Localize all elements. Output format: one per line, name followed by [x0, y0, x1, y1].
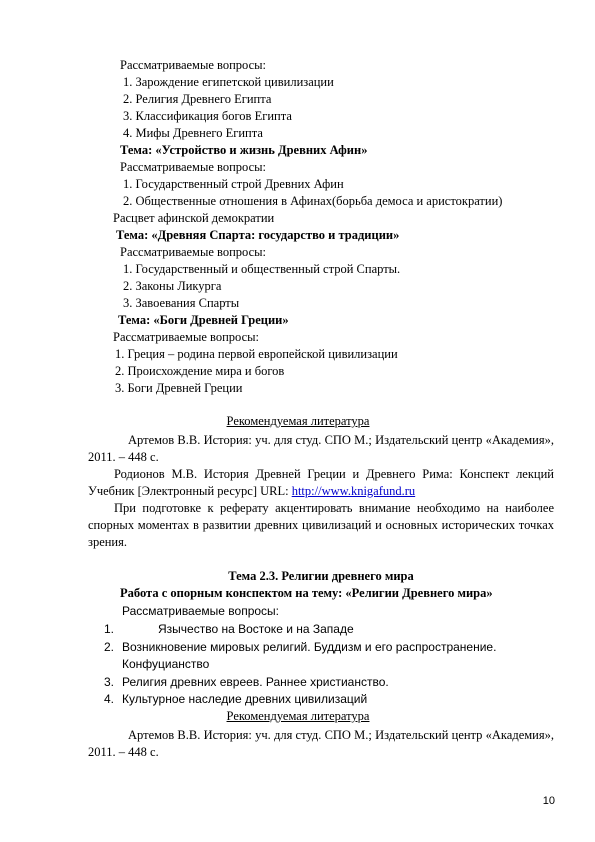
- knigafund-link[interactable]: http://www.knigafund.ru: [291, 484, 416, 498]
- page-number: 10: [542, 795, 555, 807]
- questions-intro: Рассматриваемые вопросы:: [113, 330, 260, 344]
- list-item: 1. Греция – родина первой европейской цивилизации: [115, 347, 398, 361]
- literature-reference: Артемов В.В. История: уч. для студ. СПО М.; Издательский центр «Академия», 2011. – 448 с.: [88, 728, 554, 759]
- questions-intro: Рассматриваемые вопросы:: [120, 58, 267, 72]
- list-item: 3. Классификация богов Египта: [123, 109, 292, 123]
- questions-intro: Рассматриваемые вопросы:: [120, 245, 267, 259]
- list-item: 1. Государственный строй Древних Афин: [123, 177, 344, 191]
- section-subtitle: Работа с опорным конспектом на тему: «Религии Древнего мира»: [120, 586, 493, 600]
- list-item-number: 2.: [104, 640, 115, 654]
- list-item: 1. Государственный и общественный строй Спарты.: [123, 262, 401, 276]
- list-item: Религия древних евреев. Раннее христианство.: [122, 675, 389, 689]
- list-item: 1. Зарождение египетской цивилизации: [123, 75, 334, 89]
- topic-heading: Тема: «Древняя Спарта: государство и традиции»: [116, 228, 400, 242]
- list-item: Культурное наследие древних цивилизаций: [122, 692, 368, 706]
- literature-heading: Рекомендуемая литература: [226, 709, 370, 723]
- list-item: Расцвет афинской демократии: [113, 211, 275, 225]
- list-item-number: 3.: [104, 675, 115, 689]
- literature-reference: [88, 466, 554, 500]
- list-item: 3. Боги Древней Греции: [115, 381, 243, 395]
- preparation-note: При подготовке к реферату акцентировать внимание необходимо на наиболее спорных моментах в развитии древних цивилизаций и основных исторических точках зрения.: [88, 501, 554, 549]
- questions-intro: Рассматриваемые вопросы:: [122, 604, 280, 618]
- literature-heading: Рекомендуемая литература: [226, 414, 370, 428]
- list-item: 4. Мифы Древнего Египта: [123, 126, 263, 140]
- topic-heading: Тема: «Боги Древней Греции»: [118, 313, 289, 327]
- section-title: Тема 2.3. Религии древнего мира: [228, 569, 414, 583]
- list-item: Язычество на Востоке и на Западе: [158, 622, 354, 636]
- list-item-number: 4.: [104, 692, 115, 706]
- list-item: 2. Общественные отношения в Афинах(борьба демоса и аристократии): [123, 194, 503, 208]
- list-item: Возникновение мировых религий. Буддизм и его распространение.: [122, 640, 497, 654]
- list-item-continuation: Конфуцианство: [122, 657, 210, 671]
- list-item: 2. Законы Ликурга: [123, 279, 222, 293]
- questions-intro: Рассматриваемые вопросы:: [120, 160, 267, 174]
- topic-heading: Тема: «Устройство и жизнь Древних Афин»: [120, 143, 368, 157]
- literature-reference: Артемов В.В. История: уч. для студ. СПО М.; Издательский центр «Академия», 2011. – 448 с.: [88, 433, 554, 464]
- list-item: 2. Религия Древнего Египта: [123, 92, 272, 106]
- list-item: 3. Завоевания Спарты: [123, 296, 240, 310]
- reference-text: Родионов М.В. История Древней Греции и Древнего Рима: Конспект лекций Учебник [Электронный ресурс] URL:: [88, 467, 554, 498]
- list-item-number: 1.: [104, 622, 115, 636]
- list-item: 2. Происхождение мира и богов: [115, 364, 285, 378]
